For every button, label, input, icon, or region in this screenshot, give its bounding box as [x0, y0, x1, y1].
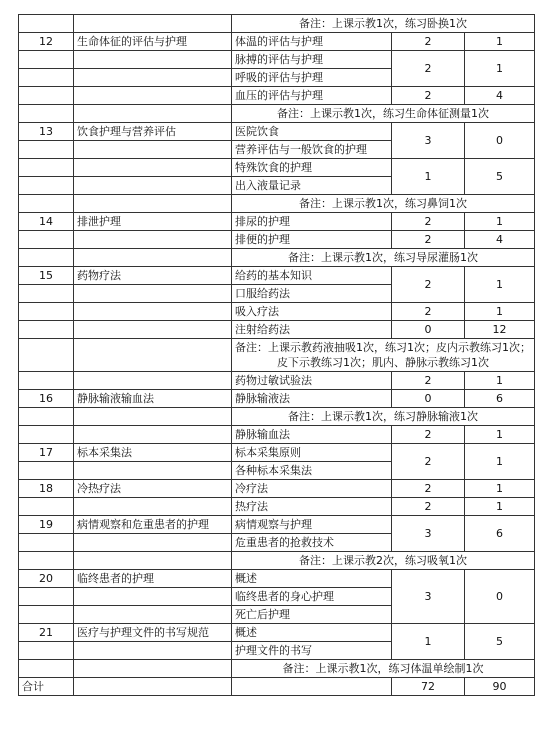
cell-blank: [74, 372, 232, 390]
topic-cell: 临终患者的护理: [74, 570, 232, 588]
cell-blank: [74, 678, 232, 696]
value-a: 2: [392, 426, 465, 444]
item-cell: 给药的基本知识: [232, 267, 392, 285]
topic-cell: 饮食护理与营养评估: [74, 123, 232, 141]
topic-cell: 标本采集法: [74, 444, 232, 462]
course-schedule-table: [18, 14, 535, 696]
cell-blank: [74, 462, 232, 480]
row-number: 18: [19, 480, 74, 498]
item-cell: 护理文件的书写: [232, 642, 392, 660]
value-b: 6: [465, 516, 535, 552]
note-cell: 备注：上课示教1次，练习导尿灌肠1次: [232, 249, 535, 267]
cell-blank: [74, 408, 232, 426]
note-cell: 备注：上课示教1次，练习生命体征测量1次: [232, 105, 535, 123]
value-a: 2: [392, 498, 465, 516]
item-cell: 血压的评估与护理: [232, 87, 392, 105]
topic-cell: 冷热疗法: [74, 480, 232, 498]
cell-blank: [232, 678, 392, 696]
table-row: [19, 660, 535, 678]
item-cell: 静脉输液法: [232, 390, 392, 408]
cell-blank: [74, 105, 232, 123]
item-cell: 冷疗法: [232, 480, 392, 498]
note-cell: 备注：上课示教1次，练习体温单绘制1次: [232, 660, 535, 678]
cell-blank: [74, 588, 232, 606]
cell-blank: [19, 606, 74, 624]
table-row: [19, 426, 535, 444]
cell-blank: [19, 159, 74, 177]
value-b: 0: [465, 570, 535, 624]
cell-blank: [74, 642, 232, 660]
item-cell: 医院饮食: [232, 123, 392, 141]
item-cell: 概述: [232, 570, 392, 588]
cell-blank: [19, 462, 74, 480]
cell-blank: [19, 15, 74, 33]
value-a: 2: [392, 372, 465, 390]
item-cell: 出入液量记录: [232, 177, 392, 195]
table-row: [19, 159, 535, 177]
table-row: [19, 303, 535, 321]
value-b: 1: [465, 213, 535, 231]
value-a: 3: [392, 570, 465, 624]
value-b: 1: [465, 51, 535, 87]
row-number: 19: [19, 516, 74, 534]
table-row: [19, 123, 535, 141]
cell-blank: [19, 105, 74, 123]
cell-blank: [74, 87, 232, 105]
value-a: 0: [392, 321, 465, 339]
item-cell: 体温的评估与护理: [232, 33, 392, 51]
cell-blank: [19, 498, 74, 516]
row-number: 21: [19, 624, 74, 642]
table-row: [19, 570, 535, 588]
cell-blank: [19, 534, 74, 552]
value-a: 0: [392, 390, 465, 408]
cell-blank: [74, 141, 232, 159]
table-row: [19, 498, 535, 516]
table-row: [19, 444, 535, 462]
topic-cell: 静脉输液输血法: [74, 390, 232, 408]
topic-cell: 病情观察和危重患者的护理: [74, 516, 232, 534]
topic-cell: 排泄护理: [74, 213, 232, 231]
item-cell: 脉搏的评估与护理: [232, 51, 392, 69]
value-b: 1: [465, 33, 535, 51]
table-row: [19, 231, 535, 249]
value-a: 2: [392, 87, 465, 105]
cell-blank: [74, 321, 232, 339]
total-value-a: 72: [392, 678, 465, 696]
cell-blank: [74, 249, 232, 267]
cell-blank: [19, 249, 74, 267]
cell-blank: [74, 159, 232, 177]
value-b: 6: [465, 390, 535, 408]
cell-blank: [19, 285, 74, 303]
row-number: 14: [19, 213, 74, 231]
item-cell: 营养评估与一般饮食的护理: [232, 141, 392, 159]
note-cell: 备注：上课示教1次，练习静脉输液1次: [232, 408, 535, 426]
item-cell: 热疗法: [232, 498, 392, 516]
item-cell: 排便的护理: [232, 231, 392, 249]
row-number: 17: [19, 444, 74, 462]
cell-blank: [74, 195, 232, 213]
cell-blank: [19, 177, 74, 195]
item-cell: 病情观察与护理: [232, 516, 392, 534]
item-cell: 概述: [232, 624, 392, 642]
cell-blank: [19, 87, 74, 105]
value-b: 1: [465, 444, 535, 480]
value-b: 1: [465, 426, 535, 444]
table-row: [19, 516, 535, 534]
item-cell: 口服给药法: [232, 285, 392, 303]
value-b: 1: [465, 480, 535, 498]
cell-blank: [74, 285, 232, 303]
total-label: 合计: [19, 678, 74, 696]
value-a: 2: [392, 480, 465, 498]
row-number: 20: [19, 570, 74, 588]
table-row: [19, 321, 535, 339]
table-row: [19, 213, 535, 231]
table-row: [19, 15, 535, 33]
value-a: 2: [392, 231, 465, 249]
cell-blank: [74, 177, 232, 195]
cell-blank: [74, 69, 232, 87]
table-row: [19, 51, 535, 69]
value-a: 2: [392, 213, 465, 231]
table-row: [19, 480, 535, 498]
table-row: [19, 339, 535, 372]
cell-blank: [19, 195, 74, 213]
row-number: 16: [19, 390, 74, 408]
item-cell: 吸入疗法: [232, 303, 392, 321]
total-value-b: 90: [465, 678, 535, 696]
cell-blank: [74, 426, 232, 444]
cell-blank: [19, 660, 74, 678]
item-cell: 注射给药法: [232, 321, 392, 339]
row-number: 13: [19, 123, 74, 141]
topic-cell: 生命体征的评估与护理: [74, 33, 232, 51]
cell-blank: [74, 231, 232, 249]
cell-blank: [19, 339, 74, 372]
item-cell: 静脉输血法: [232, 426, 392, 444]
table-row: [19, 552, 535, 570]
table-row: [19, 390, 535, 408]
table-row: [19, 87, 535, 105]
item-cell: 临终患者的身心护理: [232, 588, 392, 606]
cell-blank: [19, 231, 74, 249]
value-a: 2: [392, 444, 465, 480]
item-cell: 死亡后护理: [232, 606, 392, 624]
item-cell: 各种标本采集法: [232, 462, 392, 480]
note-cell: 备注：上课示教2次，练习吸氧1次: [232, 552, 535, 570]
value-b: 1: [465, 303, 535, 321]
value-b: 0: [465, 123, 535, 159]
note-cell: 备注：上课示教1次，练习鼻饲1次: [232, 195, 535, 213]
value-b: 4: [465, 231, 535, 249]
value-a: 2: [392, 33, 465, 51]
note-cell: 备注：上课示教1次，练习卧换1次: [232, 15, 535, 33]
item-cell: 药物过敏试验法: [232, 372, 392, 390]
value-b: 12: [465, 321, 535, 339]
item-cell: 排尿的护理: [232, 213, 392, 231]
value-a: 1: [392, 624, 465, 660]
cell-blank: [74, 552, 232, 570]
value-a: 2: [392, 303, 465, 321]
row-number: 15: [19, 267, 74, 285]
table-row: [19, 249, 535, 267]
value-b: 1: [465, 267, 535, 303]
cell-blank: [19, 321, 74, 339]
cell-blank: [74, 534, 232, 552]
cell-blank: [74, 51, 232, 69]
cell-blank: [19, 588, 74, 606]
cell-blank: [19, 642, 74, 660]
cell-blank: [19, 69, 74, 87]
cell-blank: [74, 498, 232, 516]
value-a: 1: [392, 159, 465, 195]
cell-blank: [74, 606, 232, 624]
item-cell: 标本采集原则: [232, 444, 392, 462]
row-number: 12: [19, 33, 74, 51]
value-a: 2: [392, 267, 465, 303]
cell-blank: [74, 15, 232, 33]
table-row: [19, 33, 535, 51]
cell-blank: [19, 426, 74, 444]
cell-blank: [19, 51, 74, 69]
value-b: 1: [465, 372, 535, 390]
table-row: [19, 408, 535, 426]
cell-blank: [19, 303, 74, 321]
cell-blank: [74, 660, 232, 678]
table-row: [19, 105, 535, 123]
cell-blank: [19, 408, 74, 426]
value-b: 5: [465, 624, 535, 660]
value-b: 5: [465, 159, 535, 195]
value-b: 4: [465, 87, 535, 105]
table-row: [19, 624, 535, 642]
cell-blank: [19, 372, 74, 390]
note-cell: 备注：上课示教药液抽吸1次，练习1次；皮内示教练习1次；皮下示教练习1次；肌内、静脉示教练习1次: [232, 339, 535, 372]
value-a: 2: [392, 51, 465, 87]
value-b: 1: [465, 498, 535, 516]
cell-blank: [74, 339, 232, 372]
item-cell: 呼吸的评估与护理: [232, 69, 392, 87]
cell-blank: [74, 303, 232, 321]
topic-cell: 药物疗法: [74, 267, 232, 285]
cell-blank: [19, 141, 74, 159]
value-a: 3: [392, 516, 465, 552]
table-row: [19, 267, 535, 285]
cell-blank: [19, 552, 74, 570]
table-row: [19, 195, 535, 213]
table-row: [19, 372, 535, 390]
item-cell: 特殊饮食的护理: [232, 159, 392, 177]
topic-cell: 医疗与护理文件的书写规范: [74, 624, 232, 642]
total-row: [19, 678, 535, 696]
item-cell: 危重患者的抢救技术: [232, 534, 392, 552]
value-a: 3: [392, 123, 465, 159]
